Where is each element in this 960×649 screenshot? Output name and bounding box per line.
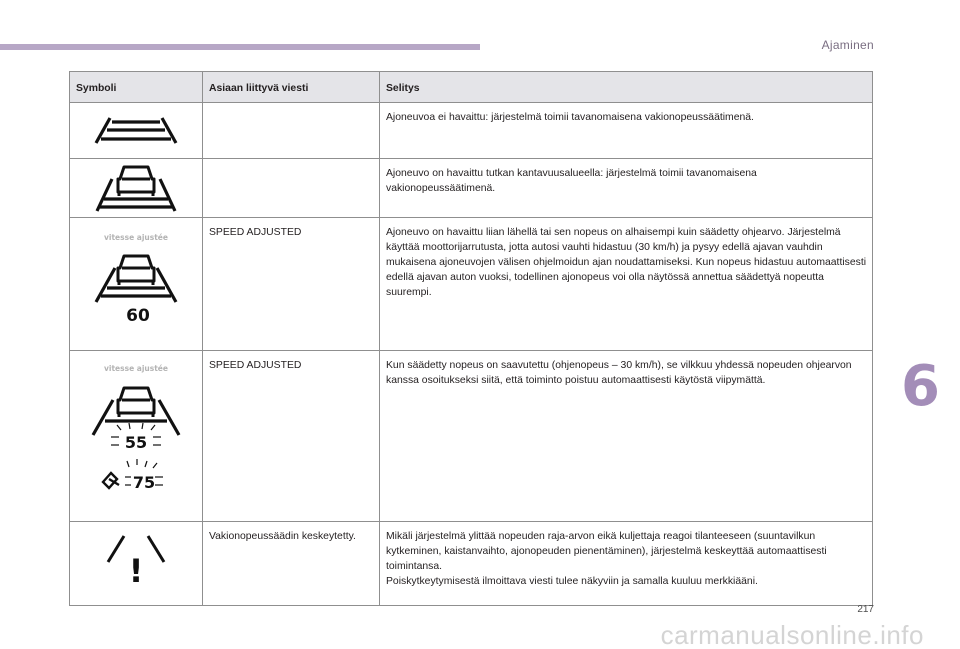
header-symbol: Symboli [70,72,203,103]
header-explanation: Selitys [380,72,873,103]
warning-lane-icon [86,526,186,596]
vehicle-close-speed-icon [81,224,191,334]
message-table [69,71,873,606]
message-cell [203,103,380,159]
message-cell [203,159,380,218]
lane-lines-icon [91,103,181,157]
explanation-cell: Ajoneuvo on havaittu liian lähellä tai sen nopeus on alhaisempi kuin säädetty ohjearvo. Järjestelmä käyttää moottorijarrutusta, jotta autosi vauhti hidastuu (30 km/h) ja pysyy edellä ajavan vauhdin mukaisena ajoneuvojen välisen ohjelmoidun ajan noudattamiseksi. Kun nopeus hidastuu automaattisesti edellä ajavan auton vuoksi, todellinen ajonopeus voi olla näytössä annettua säädettyä nopeutta suurempi. [380,218,873,351]
symbol-cell [70,103,203,159]
explanation-cell: Kun säädetty nopeus on saavutettu (ohjenopeus – 30 km/h), se vilkkuu yhdessä nopeuden ohjearvon kanssa osoitukseksi siitä, että toiminto poistuu automaattisesti käytöstä viipymättä. [380,351,873,522]
symbol-cell [70,218,203,351]
symbol-cell [70,522,203,606]
message-cell: Vakionopeussäädin keskeytetty. [203,522,380,606]
speed-flashing-icon [81,355,191,515]
message-cell: SPEED ADJUSTED [203,218,380,351]
symbol-caption: vitesse ajustée [104,233,168,242]
table-row [70,351,873,522]
page-number: 217 [857,604,874,615]
warning-mark: ! [128,552,144,590]
table-row [70,522,873,606]
table-row [70,218,873,351]
explanation-cell: Mikäli järjestelmä ylittää nopeuden raja-arvon eikä kuljettaja reagoi tilanteeseen (suuntavilkun kytkeminen, kaistanvaihto, ajonopeuden pienentäminen), järjestelmä keskeyttää automaattisesti toimintansa. Poiskytkeytymisestä ilmoittava viesti tulee näkyviin ja samalla kuuluu merkkiääni. [380,522,873,606]
header-accent-bar [0,44,480,50]
explanation-cell: Ajoneuvo on havaittu tutkan kantavuusalueella: järjestelmä toimii tavanomaisena vakionopeussäätimenä. [380,159,873,218]
symbol-cell [70,159,203,218]
explanation-cell: Ajoneuvoa ei havaittu: järjestelmä toimii tavanomaisena vakionopeussäätimenä. [380,103,873,159]
chapter-number: 6 [901,354,940,419]
speed-value-flashing: 55 [124,433,148,452]
symbol-cell [70,351,203,522]
table-row [70,159,873,218]
vehicle-far-icon [91,159,181,217]
watermark: carmanualsonline.info [660,620,924,649]
table-row [70,103,873,159]
section-title: Ajaminen [821,38,874,52]
speed-value-limit: 75 [132,473,156,492]
message-cell: SPEED ADJUSTED [203,351,380,522]
table-header-row [70,72,873,103]
symbol-caption: vitesse ajustée [104,364,168,373]
header-message: Asiaan liittyvä viesti [203,72,380,103]
speed-value: 60 [126,306,150,326]
